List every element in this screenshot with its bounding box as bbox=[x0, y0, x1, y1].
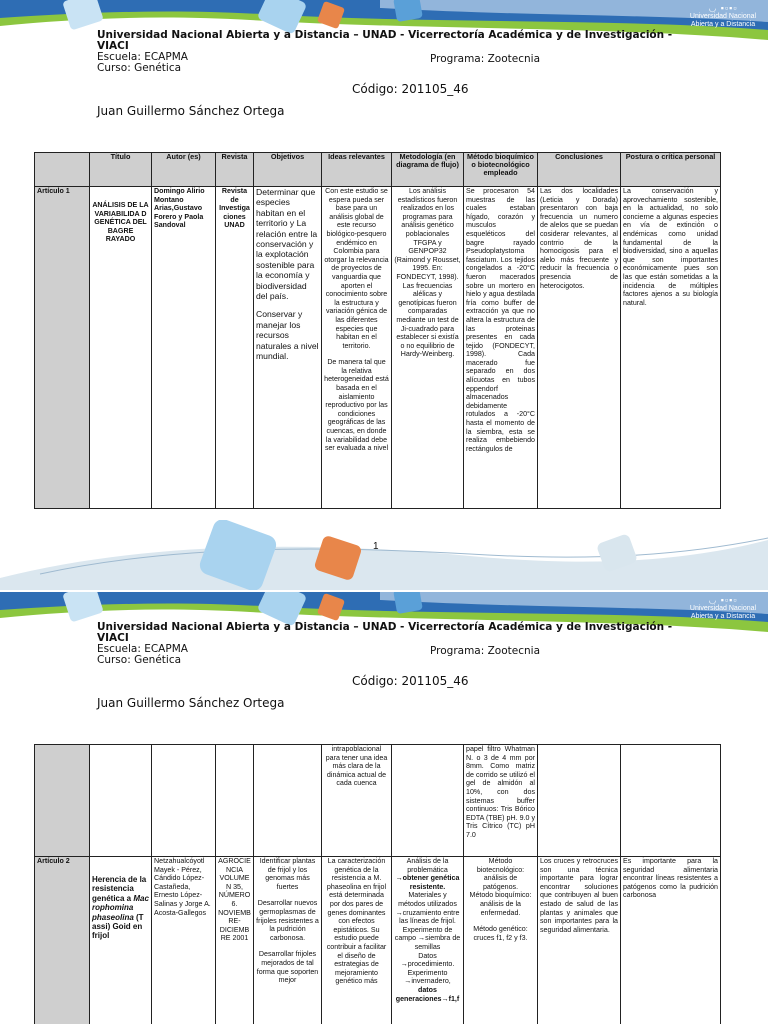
header-cell bbox=[35, 153, 90, 187]
objective-paragraph: Desarrollar nuevos germoplasmas de frijoles resistentes a la pudrición carbonosa. bbox=[256, 899, 319, 942]
curso-label: Curso: Genética bbox=[97, 654, 182, 666]
table-row-continuation bbox=[35, 745, 721, 857]
article-method: Método biotecnológico: análisis de patógenos. Método bioquímico: análisis de la enfermedad. Método genético: cruces f1, f2 y f3. bbox=[464, 857, 538, 1024]
codigo-label: Código: 201105_46 bbox=[352, 674, 469, 688]
header-ideas: Ideas relevantes bbox=[322, 153, 392, 187]
objective-paragraph: Identificar plantas de frijol y los genomas más fuertes bbox=[259, 857, 316, 891]
article-critique: Es importante para la seguridad alimentaria encontrar líneas resistentes a patógenos como la pudrición carbonosa bbox=[621, 857, 721, 1024]
objective-paragraph: Desarrollar frijoles mejorados de tal forma que soporten mejor bbox=[256, 950, 319, 985]
footer-decoration bbox=[0, 520, 768, 590]
article-label: Artículo 2 bbox=[35, 857, 90, 1024]
empty-cell bbox=[152, 745, 216, 857]
article-ideas: La caracterización genética de la resistencia a M. phaseolina en frijol está determinada por dos pares de genes dominantes con efectos epistáticos. Su estudio puede contribuir a facilitar el diseño de estrategias de mejoramiento genético más bbox=[322, 857, 392, 1024]
curso-label: Curso: Genética bbox=[97, 62, 182, 74]
empty-cell bbox=[254, 745, 322, 857]
articles-table-page-2 bbox=[34, 744, 721, 1024]
objective-paragraph: Determinar que especies habitan en el territorio y La relación entre la conservación y la explotación sostenible para la economía y biodiversidad del país. bbox=[256, 187, 318, 302]
empty-cell bbox=[90, 745, 152, 857]
table-row-article-2 bbox=[35, 857, 721, 1024]
article-methodology: Los análisis estadísticos fueron realizados en los programas para análisis genético poblacionales TFGPA y GENPOP32 (Raimond y Rousset, 1995. En: FONDECYT, 1998). Las frecuencias alélicas y genotípicas fueron comparadas mediante un test de Ji-cuadrado para establecer si existía o no equilibrio de Hardy-Weinberg. bbox=[392, 187, 464, 509]
ideas-paragraph: De manera tal que la relativa heterogeneidad está basada en el aislamiento reproductivo por las condiciones geográficas de las cuencas, en donde la variabilidad debe ser evaluada a nivel bbox=[324, 358, 389, 453]
article-title: ANÁLISIS DE LA VARIABILIDA D GENÉTICA DEL BAGRE RAYADO bbox=[90, 187, 152, 509]
page-number: 1 bbox=[373, 541, 379, 552]
header-postura: Postura o crítica personal bbox=[621, 153, 721, 187]
unad-logo: ◡ ▪▫▪▫ Universidad Nacional Abierta y a Distancia bbox=[689, 3, 757, 28]
empty-cell bbox=[392, 745, 464, 857]
header-metodo: Método bioquímico o biotecnológico empleado bbox=[464, 153, 538, 187]
article-objectives bbox=[254, 187, 322, 509]
header-objetivos: Objetivos bbox=[254, 153, 322, 187]
article-label: Artículo 1 bbox=[35, 187, 90, 509]
table-header-row bbox=[35, 153, 721, 187]
header-metodologia: Metodología (en diagrama de flujo) bbox=[392, 153, 464, 187]
article-authors: Domingo Alirio Montano Arias,Gustavo Forero y Paola Sandoval bbox=[152, 187, 216, 509]
method-continuation: papel filtro Whatman N. o 3 de 4 mm por 8mm. Como matriz de corrido se utilizó el gel de almidón al 10%, con dos sistemas buffer continuos: Tris Bórico EDTA (TBE) pH. 9.0 y Tris Cítrico (TC) pH 7.0 bbox=[464, 745, 538, 857]
university-line-2: VIACI bbox=[97, 632, 129, 644]
escuela-label: Escuela: ECAPMA bbox=[97, 643, 188, 655]
article-methodology: Análisis de la problemática →obtener genética resistente. Materiales y métodos utilizados →cruzamiento entre las líneas de frijol. Experimento de campo →siembra de semillas Datos →procedimiento. Experimento →invernadero, datos generaciones→f1,f bbox=[392, 857, 464, 1024]
articles-table-page-1 bbox=[34, 152, 721, 509]
header-conclusiones: Conclusiones bbox=[538, 153, 621, 187]
article-title: Herencia de la resistencia genética a Mac rophomina phaseolina (T assi) Goid en frijol bbox=[90, 857, 152, 1024]
article-conclusions: Los cruces y retrocruces son una técnica importante para lograr encontrar soluciones que contribuyen al buen estado de salud de las plantas y animales que son importantes para la seguridad alimentaria. bbox=[538, 857, 621, 1024]
article-authors: Netzahualcóyotl Mayek - Pérez, Cándido López-Castañeda, Ernesto López-Salinas y Jorge A. Acosta-Gallegos bbox=[152, 857, 216, 1024]
article-critique: La conservación y aprovechamiento sostenible, en la actualidad, no solo concierne a algunas especies en vía de extinción o endémicas como unidad fundamental de la biodiversidad, sino a aquellas que son importantes económicamente pues son las que están sometidas a la incidencia de múltiples factores ajenos a su biología natural. bbox=[621, 187, 721, 509]
codigo-label: Código: 201105_46 bbox=[352, 82, 469, 96]
header-titulo: Título bbox=[90, 153, 152, 187]
empty-cell bbox=[621, 745, 721, 857]
header-revista: Revista bbox=[216, 153, 254, 187]
author-name: Juan Guillermo Sánchez Ortega bbox=[97, 104, 285, 118]
escuela-label: Escuela: ECAPMA bbox=[97, 51, 188, 63]
empty-cell bbox=[538, 745, 621, 857]
empty-cell bbox=[35, 745, 90, 857]
ideas-paragraph: Con este estudio se espera pueda ser base para un análisis global de este recurso biológico-pesquero endémico en Colombia para otorgar la relevancia de proyectos de vanguardia que aporten el conocimiento sobre la estructura y variación génica de las diferentes especies que habitan en el territorio. bbox=[324, 187, 389, 350]
article-objectives bbox=[254, 857, 322, 1024]
article-conclusions: Las dos localidades (Leticia y Dorada) presentaron con baja frecuencia un numero de alelos que se puedan cosiderar relevantes, al contrrio de la homocigosis para el alelo más frecuente y reducir la frecuencia o presencia de heterocigotos. bbox=[538, 187, 621, 509]
university-line: Universidad Nacional Abierta y a Distancia – UNAD - Vicerrectoría Académica y de Investigación - bbox=[97, 29, 673, 41]
article-ideas bbox=[322, 187, 392, 509]
table-row-article-1 bbox=[35, 187, 721, 509]
unad-logo: ◡ ▪▫▪▫ Universidad Nacional Abierta y a Distancia bbox=[689, 595, 757, 620]
header-autor: Autor (es) bbox=[152, 153, 216, 187]
objective-paragraph: Conservar y manejar los recursos naturales a nivel mundial. bbox=[256, 309, 319, 362]
university-line-2: VIACI bbox=[97, 40, 129, 52]
programa-label: Programa: Zootecnia bbox=[430, 53, 541, 65]
article-method: Se procesaron 54 muestras de las cuales estaban hígado, corazón y musculos esqueléticos del bagre rayado Pseudoplatystoma fasciatum. Los tejidos congelados a -20°C fueron macerados sobre un mortero en hielo y agua destilada fría como buffer de extracción ya que no altera la estructura de las proteinas presentes en cada tejido (FONDECYT, 1998). Cada macerado fue separado en dos alícuotas en tubos eppendorf almacenados debidamente rotulados a -20°C hasta el momento de la siembra, esta se realiza embebiendo rectángulos de bbox=[464, 187, 538, 509]
page-2 bbox=[0, 592, 768, 1024]
empty-cell bbox=[216, 745, 254, 857]
ideas-continuation: intrapoblacional para tener una idea más clara de la dinámica actual de cada cuenca bbox=[322, 745, 392, 857]
programa-label: Programa: Zootecnia bbox=[430, 645, 541, 657]
author-name: Juan Guillermo Sánchez Ortega bbox=[97, 696, 285, 710]
article-journal: AGROCIE NCIA VOLUME N 35, NÚMERO 6. NOVIEMB RE-DICIEMB RE 2001 bbox=[216, 857, 254, 1024]
article-journal: Revista de Investiga ciones UNAD bbox=[216, 187, 254, 509]
university-line: Universidad Nacional Abierta y a Distancia – UNAD - Vicerrectoría Académica y de Investigación - bbox=[97, 621, 673, 633]
